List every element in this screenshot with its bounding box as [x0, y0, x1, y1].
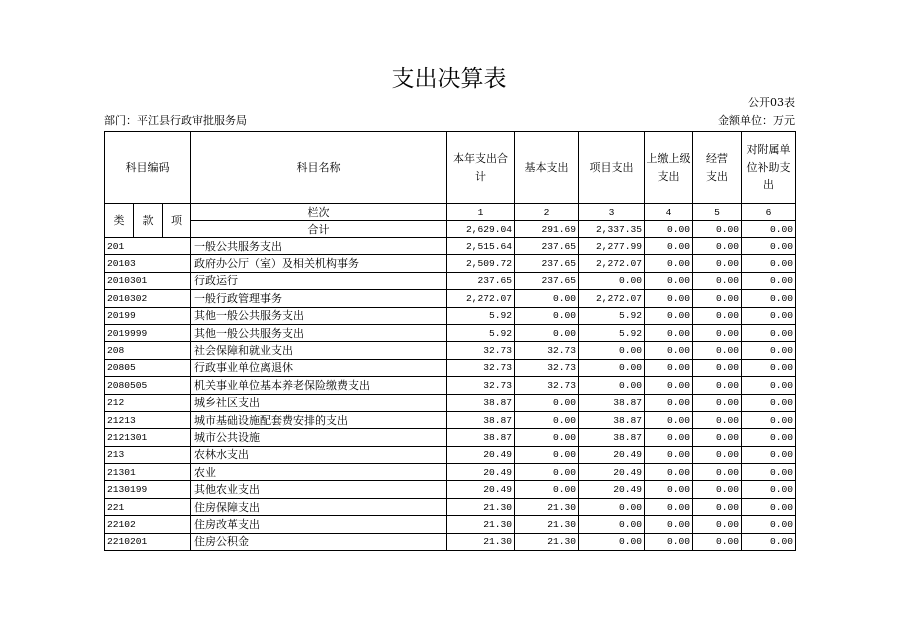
subsidiary-subsidy-expenditure: 0.00	[742, 359, 796, 376]
header-subsidiary-subsidy	[742, 132, 796, 204]
total-row	[105, 221, 796, 238]
business-expenditure: 0.00	[693, 516, 742, 533]
subsidiary-subsidy-expenditure: 0.00	[742, 307, 796, 324]
form-number: 公开03表	[748, 96, 795, 109]
subsidiary-subsidy-expenditure: 0.00	[742, 272, 796, 289]
remit-superior-expenditure: 0.00	[645, 394, 693, 411]
remit-superior-expenditure: 0.00	[645, 377, 693, 394]
subsidiary-subsidy-expenditure: 0.00	[742, 377, 796, 394]
subsidiary-subsidy-expenditure: 0.00	[742, 481, 796, 498]
basic-expenditure: 0.00	[515, 394, 579, 411]
project-expenditure: 2,272.07	[579, 255, 645, 272]
remit-superior-expenditure: 0.00	[645, 238, 693, 255]
header-subsidiary-subsidy-label: 对附属单位补助支出	[746, 143, 791, 192]
business-expenditure: 0.00	[693, 446, 742, 463]
project-expenditure: 2,272.07	[579, 290, 645, 307]
subject-code: 2080505	[105, 377, 191, 394]
subject-code: 21301	[105, 464, 191, 481]
subsidiary-subsidy-expenditure: 0.00	[742, 464, 796, 481]
remit-superior-expenditure: 0.00	[645, 516, 693, 533]
subsidiary-subsidy-expenditure: 0.00	[742, 290, 796, 307]
subject-code: 221	[105, 498, 191, 515]
project-expenditure: 0.00	[579, 498, 645, 515]
subject-name: 其他一般公共服务支出	[191, 307, 447, 324]
basic-expenditure: 0.00	[515, 411, 579, 428]
project-expenditure: 38.87	[579, 394, 645, 411]
business-expenditure: 0.00	[693, 272, 742, 289]
subject-code: 2130199	[105, 481, 191, 498]
subject-name: 一般公共服务支出	[191, 238, 447, 255]
total-expenditure: 21.30	[447, 533, 515, 550]
table-row	[105, 272, 796, 289]
table-row	[105, 533, 796, 550]
table-row	[105, 411, 796, 428]
subject-name: 社会保障和就业支出	[191, 342, 447, 359]
business-expenditure: 0.00	[693, 411, 742, 428]
total-expenditure: 20.49	[447, 481, 515, 498]
total-expenditure: 21.30	[447, 516, 515, 533]
total-expenditure: 237.65	[447, 272, 515, 289]
subject-name: 农业	[191, 464, 447, 481]
basic-expenditure: 0.00	[515, 324, 579, 341]
subject-code: 213	[105, 446, 191, 463]
table-row	[105, 238, 796, 255]
business-expenditure: 0.00	[693, 394, 742, 411]
subject-code: 2210201	[105, 533, 191, 550]
business-expenditure: 0.00	[693, 429, 742, 446]
table-row	[105, 324, 796, 341]
header-remit-superior-label: 上缴上级支出	[646, 152, 691, 183]
table-row	[105, 359, 796, 376]
basic-expenditure: 0.00	[515, 481, 579, 498]
total-expenditure: 5.92	[447, 324, 515, 341]
subsidiary-subsidy-expenditure: 0.00	[742, 429, 796, 446]
business-expenditure: 0.00	[693, 342, 742, 359]
total-expenditure: 5.92	[447, 307, 515, 324]
expenditure-table	[104, 131, 796, 551]
project-expenditure: 20.49	[579, 464, 645, 481]
remit-superior-expenditure: 0.00	[645, 446, 693, 463]
table-row	[105, 464, 796, 481]
subject-code: 212	[105, 394, 191, 411]
header-total-label: 本年支出合计	[453, 152, 508, 183]
subsidiary-subsidy-expenditure: 0.00	[742, 324, 796, 341]
remit-superior-expenditure: 0.00	[645, 342, 693, 359]
header-total	[447, 132, 515, 204]
table-row	[105, 307, 796, 324]
header-section: 款	[134, 204, 163, 238]
business-expenditure: 0.00	[693, 221, 742, 238]
remit-superior-expenditure: 0.00	[645, 498, 693, 515]
basic-expenditure: 32.73	[515, 359, 579, 376]
subject-code: 20199	[105, 307, 191, 324]
remit-superior-expenditure: 0.00	[645, 359, 693, 376]
project-expenditure: 38.87	[579, 429, 645, 446]
business-expenditure: 0.00	[693, 255, 742, 272]
total-expenditure: 2,509.72	[447, 255, 515, 272]
subject-name: 政府办公厅（室）及相关机构事务	[191, 255, 447, 272]
header-basic: 基本支出	[515, 132, 579, 204]
subsidiary-subsidy-expenditure: 0.00	[742, 255, 796, 272]
subsidiary-subsidy-expenditure: 0.00	[742, 221, 796, 238]
remit-superior-expenditure: 0.00	[645, 290, 693, 307]
department-label: 部门：平江县行政审批服务局	[104, 114, 247, 127]
subject-code: 22102	[105, 516, 191, 533]
subject-code: 208	[105, 342, 191, 359]
document-title: 支出决算表	[391, 66, 507, 92]
subject-name: 住房公积金	[191, 533, 447, 550]
subject-code: 2010301	[105, 272, 191, 289]
project-expenditure: 2,277.99	[579, 238, 645, 255]
business-expenditure: 0.00	[693, 498, 742, 515]
table-row	[105, 429, 796, 446]
table-row	[105, 498, 796, 515]
remit-superior-expenditure: 0.00	[645, 324, 693, 341]
remit-superior-expenditure: 0.00	[645, 411, 693, 428]
remit-superior-expenditure: 0.00	[645, 221, 693, 238]
header-business	[693, 132, 742, 204]
amount-unit-label: 金额单位：万元	[718, 114, 795, 127]
total-expenditure: 20.49	[447, 464, 515, 481]
table-row	[105, 342, 796, 359]
subject-name: 行政事业单位离退休	[191, 359, 447, 376]
remit-superior-expenditure: 0.00	[645, 464, 693, 481]
column-number: 3	[579, 204, 645, 221]
business-expenditure: 0.00	[693, 238, 742, 255]
basic-expenditure: 21.30	[515, 498, 579, 515]
subject-code: 20103	[105, 255, 191, 272]
subsidiary-subsidy-expenditure: 0.00	[742, 411, 796, 428]
basic-expenditure: 0.00	[515, 429, 579, 446]
basic-expenditure: 0.00	[515, 307, 579, 324]
subject-name: 一般行政管理事务	[191, 290, 447, 307]
table-row	[105, 377, 796, 394]
header-item: 项	[163, 204, 191, 238]
basic-expenditure: 237.65	[515, 238, 579, 255]
basic-expenditure: 32.73	[515, 342, 579, 359]
subject-name: 住房保障支出	[191, 498, 447, 515]
subject-code: 20805	[105, 359, 191, 376]
business-expenditure: 0.00	[693, 290, 742, 307]
subsidiary-subsidy-expenditure: 0.00	[742, 238, 796, 255]
subsidiary-subsidy-expenditure: 0.00	[742, 498, 796, 515]
table-row	[105, 394, 796, 411]
basic-expenditure: 32.73	[515, 377, 579, 394]
subsidiary-subsidy-expenditure: 0.00	[742, 516, 796, 533]
header-subject-code: 科目编码	[105, 132, 191, 204]
table-row	[105, 516, 796, 533]
project-expenditure: 0.00	[579, 342, 645, 359]
column-number: 5	[693, 204, 742, 221]
project-expenditure: 38.87	[579, 411, 645, 428]
remit-superior-expenditure: 0.00	[645, 533, 693, 550]
table-row	[105, 446, 796, 463]
basic-expenditure: 0.00	[515, 446, 579, 463]
basic-expenditure: 21.30	[515, 516, 579, 533]
remit-superior-expenditure: 0.00	[645, 255, 693, 272]
total-expenditure: 21.30	[447, 498, 515, 515]
project-expenditure: 0.00	[579, 272, 645, 289]
table-row	[105, 255, 796, 272]
business-expenditure: 0.00	[693, 307, 742, 324]
subject-name: 行政运行	[191, 272, 447, 289]
project-expenditure: 0.00	[579, 377, 645, 394]
subject-code: 2019999	[105, 324, 191, 341]
subject-name: 城乡社区支出	[191, 394, 447, 411]
column-number-label: 栏次	[191, 204, 447, 221]
total-expenditure: 2,629.04	[447, 221, 515, 238]
header-subject-name: 科目名称	[191, 132, 447, 204]
total-expenditure: 32.73	[447, 377, 515, 394]
project-expenditure: 5.92	[579, 324, 645, 341]
subject-name: 城市基础设施配套费安排的支出	[191, 411, 447, 428]
total-expenditure: 32.73	[447, 359, 515, 376]
remit-superior-expenditure: 0.00	[645, 481, 693, 498]
basic-expenditure: 237.65	[515, 272, 579, 289]
header-row	[105, 132, 796, 204]
column-number-row	[105, 204, 796, 221]
subject-name: 其他一般公共服务支出	[191, 324, 447, 341]
subject-name: 其他农业支出	[191, 481, 447, 498]
header-project: 项目支出	[579, 132, 645, 204]
basic-expenditure: 21.30	[515, 533, 579, 550]
subsidiary-subsidy-expenditure: 0.00	[742, 533, 796, 550]
project-expenditure: 0.00	[579, 516, 645, 533]
remit-superior-expenditure: 0.00	[645, 307, 693, 324]
project-expenditure: 5.92	[579, 307, 645, 324]
subject-code: 2010302	[105, 290, 191, 307]
column-number: 2	[515, 204, 579, 221]
subject-name: 机关事业单位基本养老保险缴费支出	[191, 377, 447, 394]
total-expenditure: 20.49	[447, 446, 515, 463]
total-expenditure: 38.87	[447, 394, 515, 411]
column-number: 4	[645, 204, 693, 221]
business-expenditure: 0.00	[693, 377, 742, 394]
subject-name: 农林水支出	[191, 446, 447, 463]
total-label: 合计	[191, 221, 447, 238]
total-expenditure: 2,272.07	[447, 290, 515, 307]
basic-expenditure: 237.65	[515, 255, 579, 272]
subsidiary-subsidy-expenditure: 0.00	[742, 446, 796, 463]
business-expenditure: 0.00	[693, 324, 742, 341]
total-expenditure: 2,515.64	[447, 238, 515, 255]
subsidiary-subsidy-expenditure: 0.00	[742, 342, 796, 359]
total-expenditure: 38.87	[447, 411, 515, 428]
subject-code: 21213	[105, 411, 191, 428]
business-expenditure: 0.00	[693, 359, 742, 376]
total-expenditure: 38.87	[447, 429, 515, 446]
business-expenditure: 0.00	[693, 481, 742, 498]
header-business-label: 经营支出	[706, 152, 728, 183]
basic-expenditure: 0.00	[515, 464, 579, 481]
header-remit-superior	[645, 132, 693, 204]
column-number: 6	[742, 204, 796, 221]
subject-name: 住房改革支出	[191, 516, 447, 533]
basic-expenditure: 0.00	[515, 290, 579, 307]
header-class: 类	[105, 204, 134, 238]
basic-expenditure: 291.69	[515, 221, 579, 238]
subject-code: 201	[105, 238, 191, 255]
project-expenditure: 2,337.35	[579, 221, 645, 238]
business-expenditure: 0.00	[693, 464, 742, 481]
project-expenditure: 20.49	[579, 481, 645, 498]
project-expenditure: 0.00	[579, 359, 645, 376]
subject-name: 城市公共设施	[191, 429, 447, 446]
business-expenditure: 0.00	[693, 533, 742, 550]
project-expenditure: 0.00	[579, 533, 645, 550]
subject-code: 2121301	[105, 429, 191, 446]
subsidiary-subsidy-expenditure: 0.00	[742, 394, 796, 411]
table-row	[105, 481, 796, 498]
remit-superior-expenditure: 0.00	[645, 429, 693, 446]
table-row	[105, 290, 796, 307]
column-number: 1	[447, 204, 515, 221]
total-expenditure: 32.73	[447, 342, 515, 359]
project-expenditure: 20.49	[579, 446, 645, 463]
remit-superior-expenditure: 0.00	[645, 272, 693, 289]
